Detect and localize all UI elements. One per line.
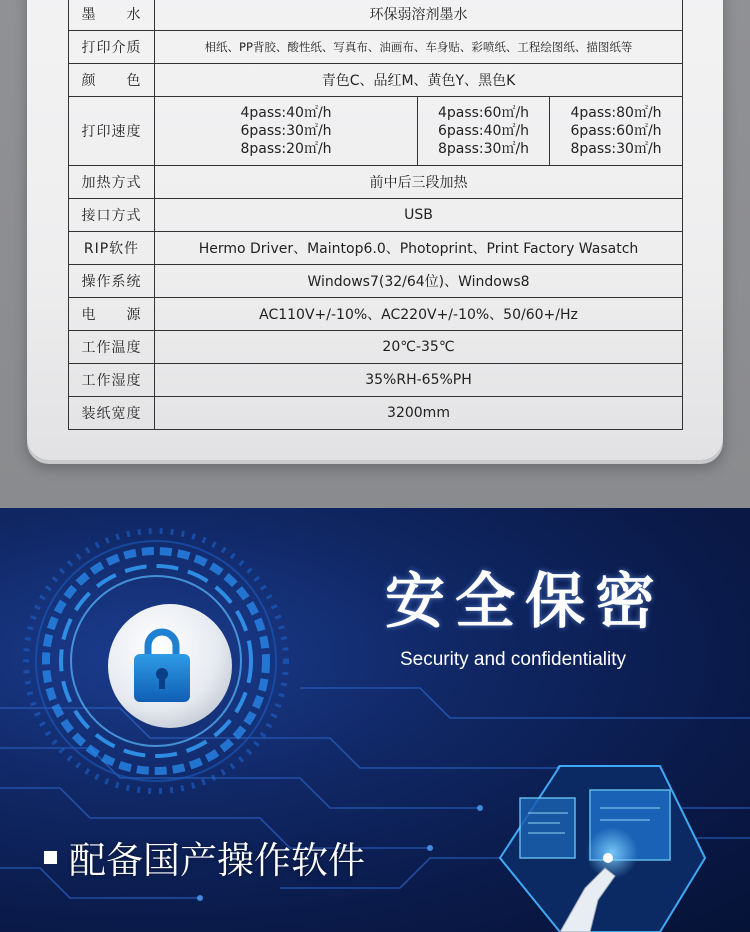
speed-value: 6pass:60㎡/h <box>570 123 662 139</box>
table-row <box>69 331 683 364</box>
lock-icon <box>108 604 232 728</box>
row-label: 打印介质 <box>69 31 155 64</box>
speed-column <box>418 97 550 166</box>
robot-hand-icon <box>500 766 705 932</box>
row-value: 3200mm <box>155 397 683 430</box>
row-label: 颜 色 <box>69 64 155 97</box>
row-label: 接口方式 <box>69 199 155 232</box>
row-label: 工作湿度 <box>69 364 155 397</box>
row-value: AC110V+/-10%、AC220V+/-10%、50/60+/Hz <box>155 298 683 331</box>
row-value: 相纸、PP背胶、酸性纸、写真布、油画布、车身贴、彩喷纸、工程绘图纸、描图纸等 <box>155 31 683 64</box>
feature-item <box>44 830 365 884</box>
speed-value: 8pass:30㎡/h <box>437 141 530 157</box>
speed-value: 8pass:20㎡/h <box>240 141 332 157</box>
table-row <box>69 166 683 199</box>
table-row <box>69 364 683 397</box>
table-row <box>69 265 683 298</box>
row-value: 前中后三段加热 <box>155 166 683 199</box>
speed-value: 4pass:80㎡/h <box>570 105 662 121</box>
feature-text: 配备国产操作软件 <box>69 839 365 882</box>
row-value: 环保弱溶剂墨水 <box>155 0 683 31</box>
row-value: 20℃-35℃ <box>155 331 683 364</box>
row-label: 墨 水 <box>69 0 155 31</box>
table-row <box>69 0 683 31</box>
row-label: 操作系统 <box>69 265 155 298</box>
bullet-icon <box>44 851 57 864</box>
table-row <box>69 97 683 166</box>
banner-subtitle: Security and confidentiality <box>400 649 627 670</box>
row-label: 打印速度 <box>69 97 155 166</box>
table-row <box>69 232 683 265</box>
row-value: Hermo Driver、Maintop6.0、Photoprint、Print Factory Wasatch <box>155 232 683 265</box>
speed-value: 4pass:60㎡/h <box>437 105 530 121</box>
speed-value: 4pass:40㎡/h <box>240 105 332 121</box>
row-label: 装纸宽度 <box>69 397 155 430</box>
table-row <box>69 298 683 331</box>
row-label: 工作温度 <box>69 331 155 364</box>
table-row <box>69 397 683 430</box>
row-value: Windows7(32/64位)、Windows8 <box>155 265 683 298</box>
row-label: RIP软件 <box>69 232 155 265</box>
row-value: 35%RH-65%PH <box>155 364 683 397</box>
table-row <box>69 31 683 64</box>
banner-title: 安全保密 <box>385 567 665 637</box>
row-label: 加热方式 <box>69 166 155 199</box>
speed-column <box>550 97 683 166</box>
speed-value: 8pass:30㎡/h <box>570 141 662 157</box>
spec-table <box>68 0 683 430</box>
row-label: 电 源 <box>69 298 155 331</box>
speed-value: 6pass:30㎡/h <box>240 123 332 139</box>
row-value: USB <box>155 199 683 232</box>
row-value: 青色C、品红M、黄色Y、黑色K <box>155 64 683 97</box>
speed-value: 6pass:40㎡/h <box>437 123 530 139</box>
security-banner <box>0 508 750 932</box>
table-row <box>69 64 683 97</box>
speed-column <box>155 97 418 166</box>
table-row <box>69 199 683 232</box>
